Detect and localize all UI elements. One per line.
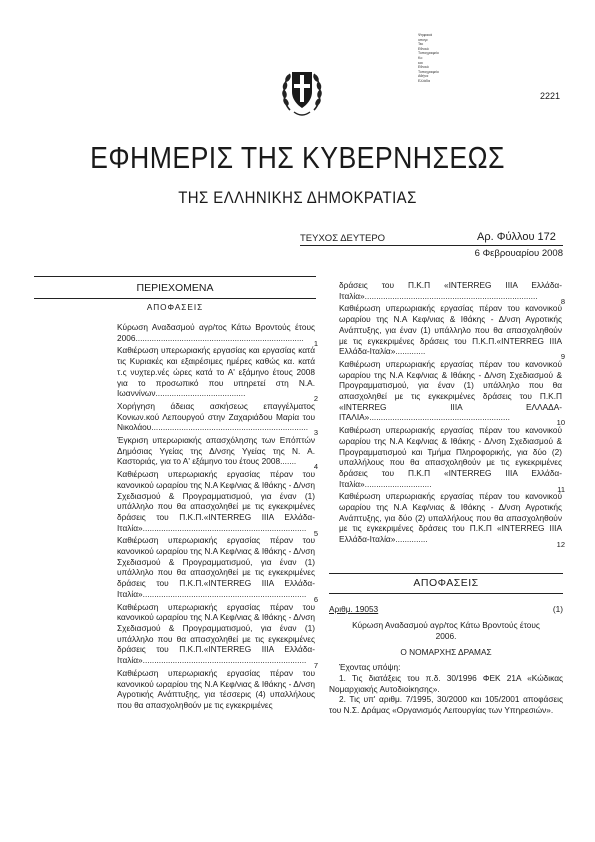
contents-entry — [117, 435, 318, 472]
contents-entry-text: Καθιέρωση υπερωριακής εργασίας πέραν του κανονικού ωραρίου της Ν.Α Κεφ/νιας & Ιθάκης - Δ/νση Αγροτικής Ανάπτυξης, για έναν (1) υπάλληλο που θα απασχοληθούν με τις εγκεκριμένες δράσεις του Π.Κ.Π.«INTERREG ΙΙΙΑ Ελλάδα-Ιταλία»............. — [339, 303, 562, 357]
stamp-line: Ελλάδα — [418, 78, 431, 83]
contents-title: ΠΕΡΙΕΧΟΜΕΝΑ — [136, 282, 214, 294]
contents-entry — [339, 358, 565, 428]
contents-entry-page: 10 — [556, 418, 565, 428]
contents-entry-text: Καθιέρωση υπερωριακής εργασίας πέραν του κανονικού ωραρίου της Ν.Α Κεφ/νιας & Ιθάκης - Δ/νση Σχεδιασμού & Προγραμματισμού και Τμήμα Πληροφορικής, για δύο (2) υπαλλήλους που θα απασχοληθούν με τις εγκεκριμένες δράσεις του Π.Κ.Π «INTERREG ΙΙΙΑ Ελλάδα-Ιταλία»............................. — [339, 425, 562, 489]
greek-coat-of-arms-icon — [280, 62, 324, 120]
contents-entry — [339, 280, 565, 306]
contents-entry-page: 1 — [313, 338, 318, 348]
issue-label: ΤΕΥΧΟΣ ΔΕΥΤΕΡΟ — [300, 233, 386, 244]
contents-entry-text: Καθιέρωση υπερωριακής εργασίας και εργασίας κατά τις Κυριακές και εξαιρέσιμες ημέρες καθώς κα. κατά τ.ς νυχτερ.νές ώρες κατά το Α' εξάμηνο έτους 2008 για το προσωπικό που υπηρετεί στη Ν.Α. Ιωαννίνων....................................... — [117, 345, 315, 399]
contents-entry-text: Καθιέρωση υπερωριακής εργασίας πέραν του κανονικού ωραρίου της Ν.Α Κεφ/νιας & Ιθάκης - Δ/νση Σχεδιασμού & Προγραμματισμού, για έναν (1) υπάλληλο που θα απασχοληθεί με τις εγκεκριμένες δράσεις του Π.Κ.Π.«INTERREG ΙΙΙΑ Ελλάδα-Ιταλία»....................................................................... — [117, 535, 315, 599]
stamp-line: και — [418, 60, 423, 65]
stamp-line: υπογε — [418, 37, 428, 42]
contents-entry-page: 12 — [556, 540, 565, 550]
contents-entry — [117, 601, 318, 671]
stamp-line: Τεκ — [418, 42, 424, 47]
gazette-title: ΕΦΗΜΕΡΙΣ ΤΗΣ ΚΥΒΕΡΝΗΣΕΩΣ — [90, 140, 505, 175]
contents-entry-text: δράσεις του Π.Κ.Π «INTERREG ΙΙΙΑ Ελλάδα-Ιταλία»........................................................................... — [339, 280, 562, 301]
contents-entry — [339, 491, 565, 550]
contents-entry-text: Καθιέρωση υπερωριακής εργασίας πέραν του κανονικού ωραρίου της Ν.Α Κεφ/νιας & Ιθάκης - Δ/νση Αγροτικής Ανάπτυξης, για δύο (2) υπαλλήλους που θα απασχοληθούν με τις εγκεκριμένες δράσεις του Π.Κ.Π «INTERREG ΙΙΙΑ Ελλάδα-Ιταλία».............. — [339, 491, 562, 545]
contents-entry — [117, 535, 318, 604]
decision-authority: Ο ΝΟΜΑΡΧΗΣ ΔΡΑΜΑΣ — [400, 647, 492, 658]
decisions-heading: ΑΠΟΦΑΣΕΙΣ — [413, 577, 479, 589]
contents-entry-page: 2 — [313, 394, 318, 404]
contents-entry-page: 8 — [560, 296, 565, 306]
contents-rule-top — [34, 276, 316, 277]
decision-item-2: 2. Τις υπ' αριθμ. 7/1995, 30/2000 και 105/2001 αποφάσεις του Ν.Σ. Δράμας «Οργανισμός Λειτουργίας των Υπηρεσιών». — [329, 694, 563, 715]
contents-entry — [339, 425, 565, 494]
contents-entry-page: 9 — [560, 352, 565, 362]
stamp-line: Τυπογραφείο — [418, 51, 439, 56]
stamp-line: Εθνικό — [418, 46, 429, 51]
stamp-line: Τυπογραφείο — [418, 69, 439, 74]
contents-entry-text: Χορήγηση άδειας ασκήσεως επαγγέλματος Κονιων.κού Λεπουργού στην Ζαχαριάδου Μαρία του Νικολάου.................................................................... — [117, 400, 315, 433]
sheet-number: Αρ. Φύλλου 172 — [477, 231, 556, 243]
header-rule — [300, 245, 563, 246]
contents-entry — [117, 469, 318, 538]
decision-intro: Έχοντας υπόψη: — [339, 662, 401, 673]
contents-entry-page: 5 — [313, 528, 318, 538]
decision-subject: Κύρωση Αναδασμού αγρ/τος Κάτω Βροντούς έτους 2006. — [352, 620, 540, 641]
digital-signature-stamp — [418, 33, 478, 84]
contents-right-column — [339, 280, 565, 550]
contents-entry-text: Κύρωση Αναδασμού αγρ/τος Κάτω Βροντούς έτους 2006......................................................................... — [117, 322, 315, 343]
contents-entry — [117, 400, 318, 438]
contents-entry-page: 6 — [313, 594, 318, 604]
contents-rule-bottom — [34, 298, 316, 299]
decisions-rule-top — [329, 573, 563, 574]
contents-entry-page: 7 — [313, 661, 318, 671]
contents-entry — [117, 345, 318, 404]
decision-number: Αριθμ. 19053 — [329, 604, 379, 614]
contents-entry — [117, 668, 315, 711]
stamp-line: Ψηφιακά — [418, 33, 433, 37]
contents-heading — [34, 282, 316, 294]
contents-entry-text: Καθιέρωση υπερωριακής εργασίας πέραν του κανονικού ωραρίου της Ν.Α Κεφ/νιας & Ιθάκης - Δ/νση Αγροτικής Ανάπτυξης, για τέσσερις (4) υπαλλήλους που θα απασχοληθούν με τις εγκεκριμένες — [117, 667, 315, 710]
contents-entry — [339, 303, 565, 362]
contents-entry-text: Έγκριση υπερωριακής απασχόλησης των Επόπτών Δημόσιας Υγείας της Δ/νσης Υγείας της Ν. Α. Καστοριάς, για το Α' εξάμηνο του έτους 2008....... — [117, 435, 315, 467]
contents-entry — [117, 322, 318, 348]
stamp-line: Εθνικό — [418, 65, 429, 70]
contents-subheading: ΑΠΟΦΑΣΕΙΣ — [146, 303, 204, 312]
decision-item-1: 1. Τις διατάξεις του π.δ. 30/1996 ΦΕΚ 21Α «Κώδικας Νομαρχιακής Αυτοδιοίκησης». — [329, 672, 563, 694]
stamp-line: Κο — [418, 55, 423, 60]
page-number: 2221 — [540, 91, 561, 101]
contents-entry-text: Καθιέρωση υπερωριακής εργασίας πέραν του κανονικού ωραρίου της Ν.Α Κεφ/νιας & Ιθάκης - Δ/νση Σχεδιασμού & Προγραμματισμού, για έναν (1) υπάλληλο που θα απασχοληθεί με τις εγκεκριμένες δράσεις του Π.Κ.Π «INTERREG ΙΙΙΑ ΕΛΛΑΔΑ-ΙΤΑΛΙΑ»............................................................. — [339, 358, 562, 423]
contents-entry-text: Καθιέρωση υπερωριακής εργασίας πέραν του κανονικού ωραρίου της Ν.Α Κεφ/νιας & Ιθάκης - Δ/νση Σχεδιασμού & Προγραμματισμού, για έναν (1) υπάλληλο που θα απασχοληθεί με τις εγκεκριμένες δράσεις του Π.Κ.Π.«INTERREG ΙΙΙΑ Ελλάδα-Ιταλία»....................................................................... — [117, 469, 315, 533]
stamp-line: Αθήνα — [418, 74, 429, 79]
contents-entry-page: 3 — [313, 428, 318, 438]
gazette-subtitle: ΤΗΣ ΕΛΛΗΝΙΚΗΣ ΔΗΜΟΚΡΑΤΙΑΣ — [178, 188, 417, 207]
decisions-rule-bottom — [329, 593, 563, 594]
contents-entry-text: Καθιέρωση υπερωριακής εργασίας πέραν του κανονικού ωραρίου της Ν.Α Κεφ/νιας & Ιθάκης - Δ/νση Σχεδιασμού & Προγραμματισμού, για έναν (1) υπάλληλο που θα απασχοληθεί με τις εγκεκριμένες δράσεις του Π.Κ.Π.«INTERREG ΙΙΙΑ Ελλάδα-Ιταλία»....................................................................... — [117, 601, 315, 666]
issue-date: 6 Φεβρουαρίου 2008 — [474, 248, 563, 259]
contents-left-column — [117, 322, 318, 713]
decision-body — [329, 604, 563, 716]
contents-entry-page: 11 — [557, 484, 565, 494]
decision-ref: (1) — [552, 604, 563, 614]
contents-entry-page: 4 — [313, 462, 318, 472]
